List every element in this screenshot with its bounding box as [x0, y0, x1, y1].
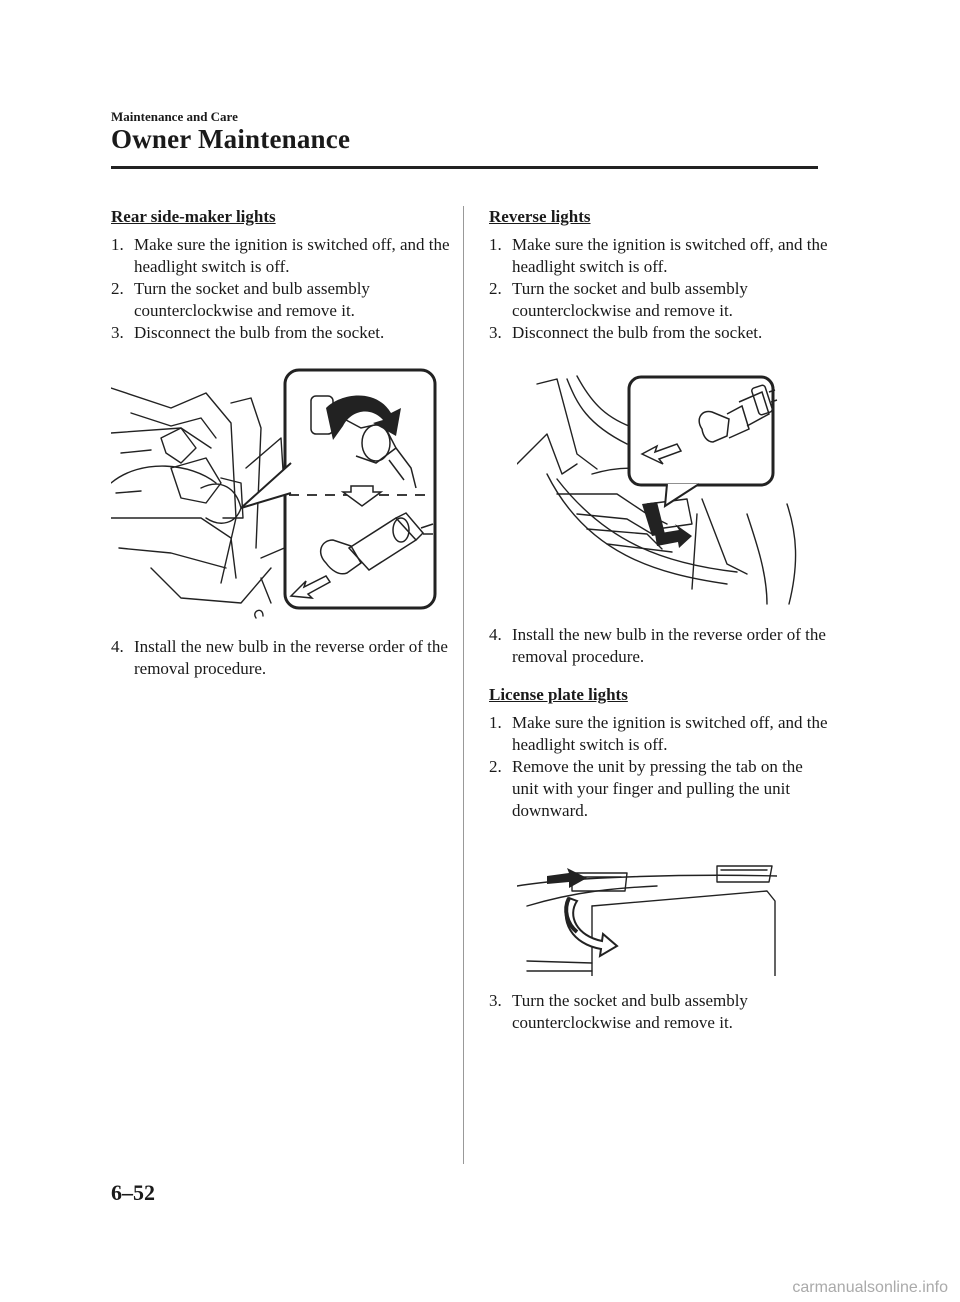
reverse-lights-steps	[489, 234, 829, 344]
license-plate-lights-heading: License plate lights	[489, 685, 628, 704]
watermark[interactable]: carmanualsonline.info	[792, 1279, 948, 1296]
step-item: 2. Turn the socket and bulb assembly counterclockwise and remove it.	[111, 279, 370, 320]
reverse-lights-steps-final	[489, 624, 829, 668]
rear-side-marker-steps	[111, 234, 451, 344]
license-plate-lights-steps-final	[489, 990, 829, 1034]
step-item: 3. Turn the socket and bulb assembly counterclockwise and remove it.	[489, 991, 748, 1032]
header-rule	[111, 166, 818, 169]
step-item: 4. Install the new bulb in the reverse order of the removal procedure.	[489, 625, 826, 666]
right-column	[489, 206, 829, 1034]
section-label: Maintenance and Care	[111, 109, 238, 124]
step-item: 1. Make sure the ignition is switched off, and the headlight switch is off.	[489, 713, 828, 754]
rear-side-marker-steps-final	[111, 636, 451, 680]
reverse-lights-heading: Reverse lights	[489, 207, 591, 226]
reverse-lights-illustration	[517, 374, 817, 610]
step-item: 2. Turn the socket and bulb assembly counterclockwise and remove it.	[489, 279, 748, 320]
rear-side-marker-heading: Rear side-maker lights	[111, 207, 276, 226]
page-number: 6–52	[111, 1180, 155, 1205]
step-item: 1. Make sure the ignition is switched off, and the headlight switch is off.	[489, 235, 828, 276]
step-item: 1. Make sure the ignition is switched off, and the headlight switch is off.	[111, 235, 450, 276]
license-plate-lights-steps	[489, 712, 829, 822]
step-item: 2. Remove the unit by pressing the tab on the unit with your finger and pulling the unit downward.	[489, 757, 803, 820]
left-column	[111, 206, 451, 680]
step-item: 3. Disconnect the bulb from the socket.	[111, 323, 385, 342]
column-divider	[463, 206, 464, 1164]
license-plate-lights-illustration	[517, 846, 777, 976]
rear-side-marker-illustration	[111, 368, 441, 622]
chapter-title: Owner Maintenance	[111, 124, 351, 154]
step-item: 4. Install the new bulb in the reverse order of the removal procedure.	[111, 637, 448, 678]
step-item: 3. Disconnect the bulb from the socket.	[489, 323, 763, 342]
